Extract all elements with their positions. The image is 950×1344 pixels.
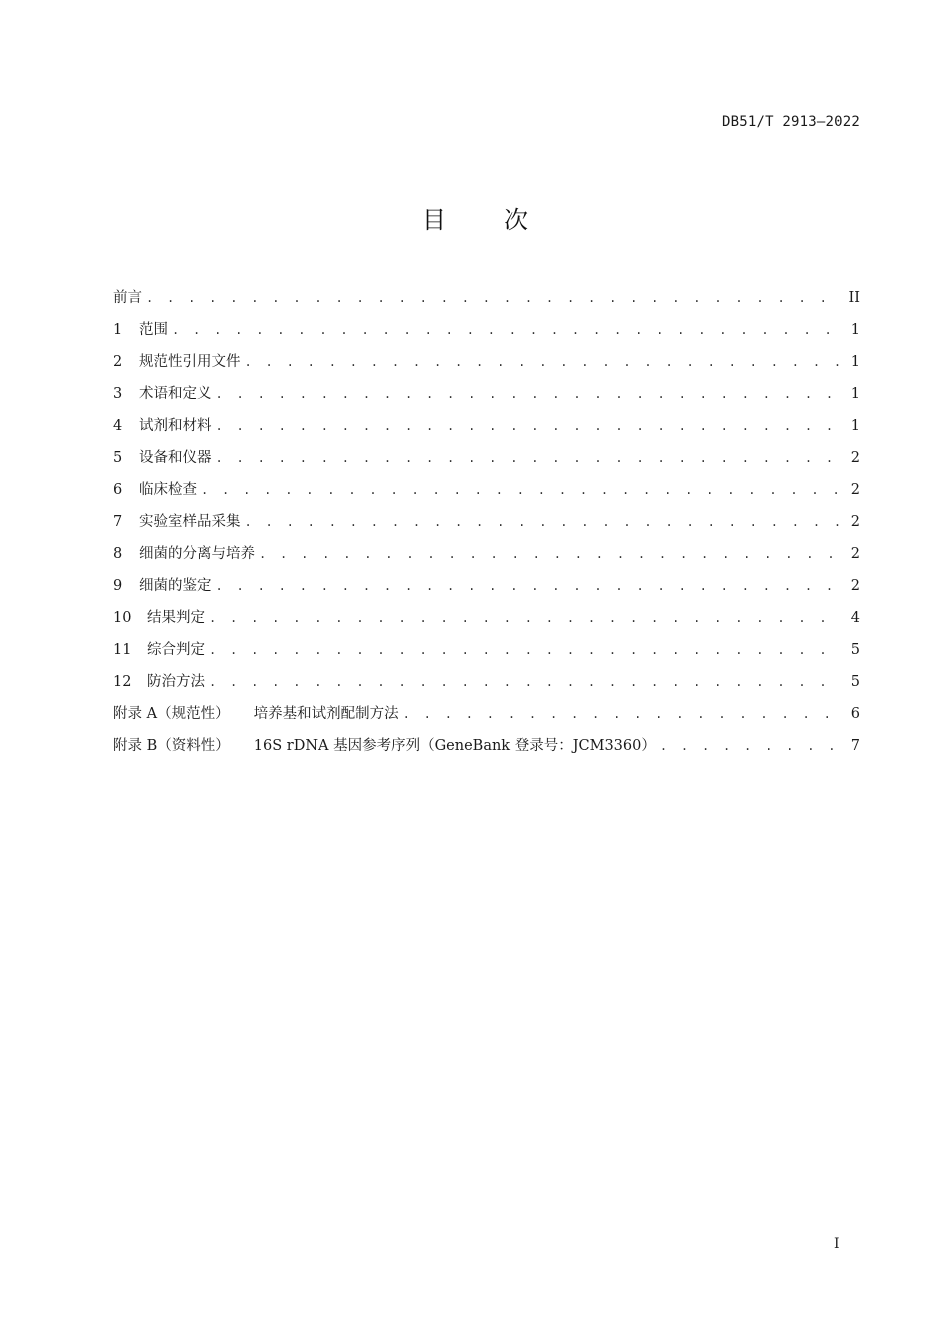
toc-leader-dots — [259, 542, 842, 566]
toc-entry-number: 8 — [113, 546, 123, 562]
toc-entry-title: 防治方法 — [147, 674, 205, 690]
toc-entry-label — [113, 318, 168, 342]
toc-leader-dots — [660, 734, 842, 758]
toc-entry-page: II — [848, 290, 860, 306]
toc-entry-9[interactable] — [113, 574, 860, 606]
toc-entry-page: 2 — [850, 514, 860, 530]
toc-entry-label — [113, 734, 656, 758]
table-of-contents — [113, 286, 860, 766]
toc-leader-dots — [209, 670, 842, 694]
toc-entry-6[interactable] — [113, 478, 860, 510]
toc-leader-dots — [172, 318, 842, 342]
toc-entry-number: 11 — [113, 642, 132, 658]
toc-entry-annex-b[interactable] — [113, 734, 860, 766]
toc-entry-title: 术语和定义 — [139, 386, 212, 402]
toc-entry-title: 16S rDNA 基因参考序列（GeneBank 登录号：JCM3360） — [253, 738, 656, 754]
toc-leader-dots — [216, 414, 843, 438]
toc-leader-dots — [245, 350, 843, 374]
toc-entry-label — [113, 446, 212, 470]
toc-entry-page: 1 — [850, 418, 860, 434]
toc-entry-number: 3 — [113, 386, 123, 402]
toc-entry-1[interactable] — [113, 318, 860, 350]
toc-leader-dots — [245, 510, 843, 534]
toc-entry-title: 设备和仪器 — [139, 450, 212, 466]
toc-entry-number: 2 — [113, 354, 123, 370]
toc-title: 目次 — [422, 206, 586, 234]
toc-entry-page: 1 — [850, 386, 860, 402]
page-number: I — [834, 1236, 840, 1252]
toc-entry-number: 5 — [113, 450, 123, 466]
toc-leader-dots — [216, 574, 843, 598]
toc-entry-number: 附录 B（资料性） — [113, 738, 230, 754]
toc-entry-title: 范围 — [139, 322, 168, 338]
toc-entry-number: 7 — [113, 514, 123, 530]
toc-entry-page: 2 — [850, 450, 860, 466]
toc-entry-title: 细菌的鉴定 — [139, 578, 212, 594]
toc-entry-title: 实验室样品采集 — [139, 514, 241, 530]
toc-entry-number: 12 — [113, 674, 132, 690]
toc-entry-4[interactable] — [113, 414, 860, 446]
toc-entry-title: 临床检查 — [139, 482, 197, 498]
toc-entry-label — [113, 606, 205, 630]
toc-entry-label — [113, 510, 241, 534]
toc-entry-page: 1 — [850, 322, 860, 338]
toc-entry-label — [113, 286, 142, 310]
toc-entry-title: 细菌的分离与培养 — [139, 546, 255, 562]
toc-entry-3[interactable] — [113, 382, 860, 414]
document-code: DB51/T 2913—2022 — [721, 114, 860, 130]
toc-entry-page: 2 — [850, 482, 860, 498]
toc-entry-page: 5 — [850, 674, 860, 690]
toc-entry-page: 2 — [850, 578, 860, 594]
toc-entry-title: 综合判定 — [147, 642, 205, 658]
toc-entry-8[interactable] — [113, 542, 860, 574]
toc-entry-label — [113, 702, 399, 726]
toc-entry-foreword[interactable] — [113, 286, 860, 318]
toc-entry-number: 9 — [113, 578, 123, 594]
toc-entry-5[interactable] — [113, 446, 860, 478]
toc-entry-page: 4 — [850, 610, 860, 626]
toc-leader-dots — [209, 606, 842, 630]
toc-entry-label — [113, 638, 205, 662]
toc-entry-number: 4 — [113, 418, 123, 434]
toc-leader-dots — [216, 382, 843, 406]
toc-entry-label — [113, 670, 205, 694]
toc-entry-page: 2 — [850, 546, 860, 562]
toc-leader-dots — [146, 286, 842, 310]
toc-entry-title: 前言 — [113, 290, 142, 306]
toc-entry-11[interactable] — [113, 638, 860, 670]
toc-entry-7[interactable] — [113, 510, 860, 542]
toc-entry-number: 6 — [113, 482, 123, 498]
toc-leader-dots — [216, 446, 843, 470]
toc-entry-label — [113, 414, 212, 438]
toc-leader-dots — [201, 478, 842, 502]
toc-entry-label — [113, 542, 255, 566]
toc-entry-page: 5 — [850, 642, 860, 658]
toc-entry-page: 6 — [850, 706, 860, 722]
toc-entry-title: 培养基和试剂配制方法 — [253, 706, 399, 722]
toc-leader-dots — [209, 638, 842, 662]
toc-entry-10[interactable] — [113, 606, 860, 638]
toc-entry-2[interactable] — [113, 350, 860, 382]
toc-entry-page: 7 — [850, 738, 860, 754]
toc-entry-12[interactable] — [113, 670, 860, 702]
toc-entry-label — [113, 382, 212, 406]
toc-entry-number: 10 — [113, 610, 132, 626]
toc-entry-number: 1 — [113, 322, 123, 338]
toc-entry-annex-a[interactable] — [113, 702, 860, 734]
toc-entry-label — [113, 574, 212, 598]
toc-entry-number: 附录 A（规范性） — [113, 706, 230, 722]
toc-entry-page: 1 — [850, 354, 860, 370]
toc-entry-title: 规范性引用文件 — [139, 354, 241, 370]
toc-entry-label — [113, 478, 197, 502]
toc-entry-title: 结果判定 — [147, 610, 205, 626]
toc-entry-label — [113, 350, 241, 374]
toc-entry-title: 试剂和材料 — [139, 418, 212, 434]
toc-leader-dots — [403, 702, 842, 726]
